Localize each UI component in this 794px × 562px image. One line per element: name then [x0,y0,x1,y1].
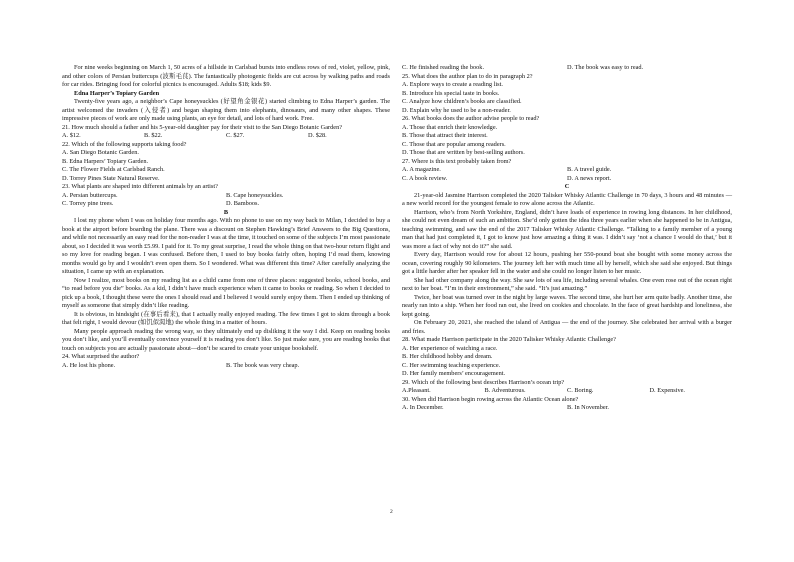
option: A. Those that enrich their knowledge. [402,123,498,131]
question-29: 29. Which of the following best describes Harrison’s ocean trip? [402,378,565,386]
question-27-options-row2 [402,175,732,184]
garden-paragraph: Twenty-five years ago, a neighbor’s Cape honeysuckles (好望角金银花) started climbing to Edna Harper’s garden. The artist welcomed the invaders (入侵者) and began shaping them into elephants, dinosaurs, and many other shapes. These impressive pieces of work are only made using plants, an eye for detail, and lots of hard work. Free. [62,98,390,122]
option: D. The book was easy to read. [567,64,644,71]
option: C. Those that are popular among readers. [402,140,506,148]
option: C. Analyze how children’s books are classified. [402,98,522,105]
question-24-options-row1 [62,362,390,371]
option: C. Boring. [567,387,594,394]
option: D. $28. [308,132,327,139]
option: D. Her family members’ encouragement. [402,370,506,377]
option: C. $27. [226,132,245,139]
option: C. The Flower Fields at Carlsbad Ranch. [62,166,165,173]
question-21: 21. How much should a father and his 5-year-old daughter pay for their visit to the San Diego Botanic Garden? [62,123,343,131]
option: D. Those that are written by best-selling authors. [402,149,525,156]
question-23-options-row2 [62,200,390,209]
question-29-options [402,387,732,396]
question-24-options-row2 [402,64,732,73]
option: B. Adventurous. [484,387,526,394]
question-26: 26. What books does the author advise people to read? [402,115,540,122]
page-number: 2 [390,509,393,515]
option: B. In November. [567,404,609,411]
option: B. Cape honeysuckles. [226,191,284,199]
option: A.Pleasant. [402,387,431,394]
option: B. Introduce his special taste in books. [402,89,500,97]
question-24: 24. What surprised the author? [62,353,140,360]
option: D. Explain why he used to be a non-reader. [402,106,511,114]
question-30-options-row1 [402,404,732,413]
question-22: 22. Which of the following supports taking food? [62,140,187,148]
passage-c-paragraph-5: Twice, her boat was turned over in the night by large waves. The second time, she hurt her arm quite badly. Another time, she nearly ran into a ship. When her food ran out, she lived on cookies and chocolate. In the face of great hardship and loneliness, she kept going. [402,293,732,318]
option: C. A book review. [402,174,448,182]
question-27: 27. Where is this text probably taken from? [402,157,512,165]
flower-fields-paragraph: For nine weeks beginning on March 1, 50 acres of a hillside in Carlsbad bursts into endless rows of red, violet, yellow, pink, and other colors of Persian buttercups (波斯毛茛). The fantastically photogenic fields are cut across by walking paths and roads for car rides. Bringing food for colorful picnics is encouraged. Adults $18; kids $9. [62,64,390,88]
option: A. In December. [402,404,444,411]
passage-b-paragraph-3: It is obvious, in hindsight (在事后看来), that I actually really enjoyed reading. The few times I got to skim through a book that felt right, I would devour (如饥似渴地) the whole thing in a matter of hours. [62,310,390,326]
right-column [402,64,732,413]
section-b-heading: B [223,208,229,216]
option: B. The book was very cheap. [226,361,300,369]
option: A. He lost his phone. [62,361,116,369]
left-column [62,64,390,370]
option: B. Edna Harpers’ Topiary Garden. [62,157,149,165]
question-30: 30. When did Harrison begin rowing across the Atlantic Ocean alone? [402,395,579,403]
option: B. A travel guide. [567,166,612,173]
option: B. $22. [144,132,163,139]
option: C. He finished reading the book. [402,64,485,71]
option: D. Expensive. [649,387,685,394]
option: A. San Diego Botanic Garden. [62,149,139,156]
option: A. A magazine. [402,166,441,173]
option: A. Persian buttercups. [62,191,118,199]
question-27-options-row1 [402,166,732,175]
option: A. Her experience of watching a race. [402,344,498,352]
question-21-options [62,132,390,141]
passage-c-paragraph-6: On February 20, 2021, she reached the island of Antigua — the end of the journey. She celebrated her arrival with a burger and fries. [402,319,732,335]
passage-c-paragraph-4: She had other company along the way. She saw lots of sea life, including several whales. One even rose out of the ocean right next to her boat. “I’m in their environment,” she said. “It’s just amazing.” [402,276,732,292]
option: C. Her swimming teaching experience. [402,361,501,369]
option: D. Torrey Pines State Natural Reserve. [62,174,160,182]
passage-b-paragraph-1: I lost my phone when I was on holiday four months ago. With no phone to use on my way back to Milan, I decided to buy a book at the airport before boarding the plane. There was a discount on Stephen Hawking’s Brief Answers to the Big Questions, and while not necessarily an easy read for the non-reader I was at the time, it touched on some of the subjects I’m most passionate about, so I decided it was worth £5.99. I paid for it. To my great surprise, I read the whole thing on that two-hour return flight and so my love for reading began. I was confused. Before then, I used to buy books fairly often, hoping I’d read them, knowing months would go by and I wouldn’t even open them. So I wondered. What was different this time? After carefully analyzing the situation, I came up with an explanation. [62,217,390,275]
section-c-heading: C [564,183,570,190]
option: B. Her childhood hobby and dream. [402,353,493,360]
question-23-options-row1 [62,192,390,201]
question-28: 28. What made Harrison participate in the 2020 Talisker Whisky Atlantic Challenge? [402,336,616,343]
option: B. Those that attract their interest. [402,132,488,139]
question-23: 23. What plants are shaped into different animals by an artist? [62,183,218,190]
option: C. Torrey pine trees. [62,200,114,207]
passage-c-paragraph-1: 21-year-old Jasmine Harrison completed the 2020 Talisker Whisky Atlantic Challenge in 70 days, 3 hours and 48 minutes — a new world record for the youngest female to row alone across the Atlantic. [402,191,732,207]
passage-c-paragraph-3: Every day, Harrison would row for about 12 hours, pushing her 550-pound boat she bought with some money across the ocean, covering roughly 90 kilometers. The journey left her with much time all by herself, which she said she enjoyed. But things got a little harder after her speaker fell in the water and she could no longer listen to her music. [402,251,732,275]
option: A. $12. [62,132,81,139]
question-25: 25. What does the author plan to do in paragraph 2? [402,72,533,80]
option: A. Explore ways to create a reading list. [402,81,503,88]
garden-heading: Edna Harper’s Topiary Garden [74,89,160,97]
passage-c-paragraph-2: Harrison, who’s from North Yorkshire, England, didn’t have loads of experience in rowing long distances. In her childhood, she could not even dream of such an ambition. She’d only gotten the idea three years earlier when she happened to be in Antigua, teaching swimming, and saw the end of the 2017 Talisker Whisky Atlantic Challenge. “Talking to a family member of a young man that had just completed it, I got to know just how amazing a thing it was. I didn’t say ‘not a chance I would do that,’ but it was more a fact of why not do it?” she said. [402,208,732,250]
option: D. Bamboos. [226,200,260,207]
option: D. A news report. [567,174,612,182]
passage-b-paragraph-4: Many people approach reading the wrong way, so they ultimately end up disliking it the way I did. Keep on reading books you don’t like, and you’ll eventually convince yourself it is reading you don’t like. So just make sure, you are reading books that touch on subjects you are actually passionate about—don’t be scared to create your unique bookshelf. [62,327,390,352]
passage-b-paragraph-2: Now I realize, most books on my reading list as a child came from one of three places: suggested books, school books, and “to read before you die” books. As a kid, I didn’t have much experience when it came to books or reading. So when I decided to pick up a book, I thought these were the ones I should read and I believed I would surely enjoy them. Then I ended up thinking of myself as someone that simply didn’t like reading. [62,276,390,309]
